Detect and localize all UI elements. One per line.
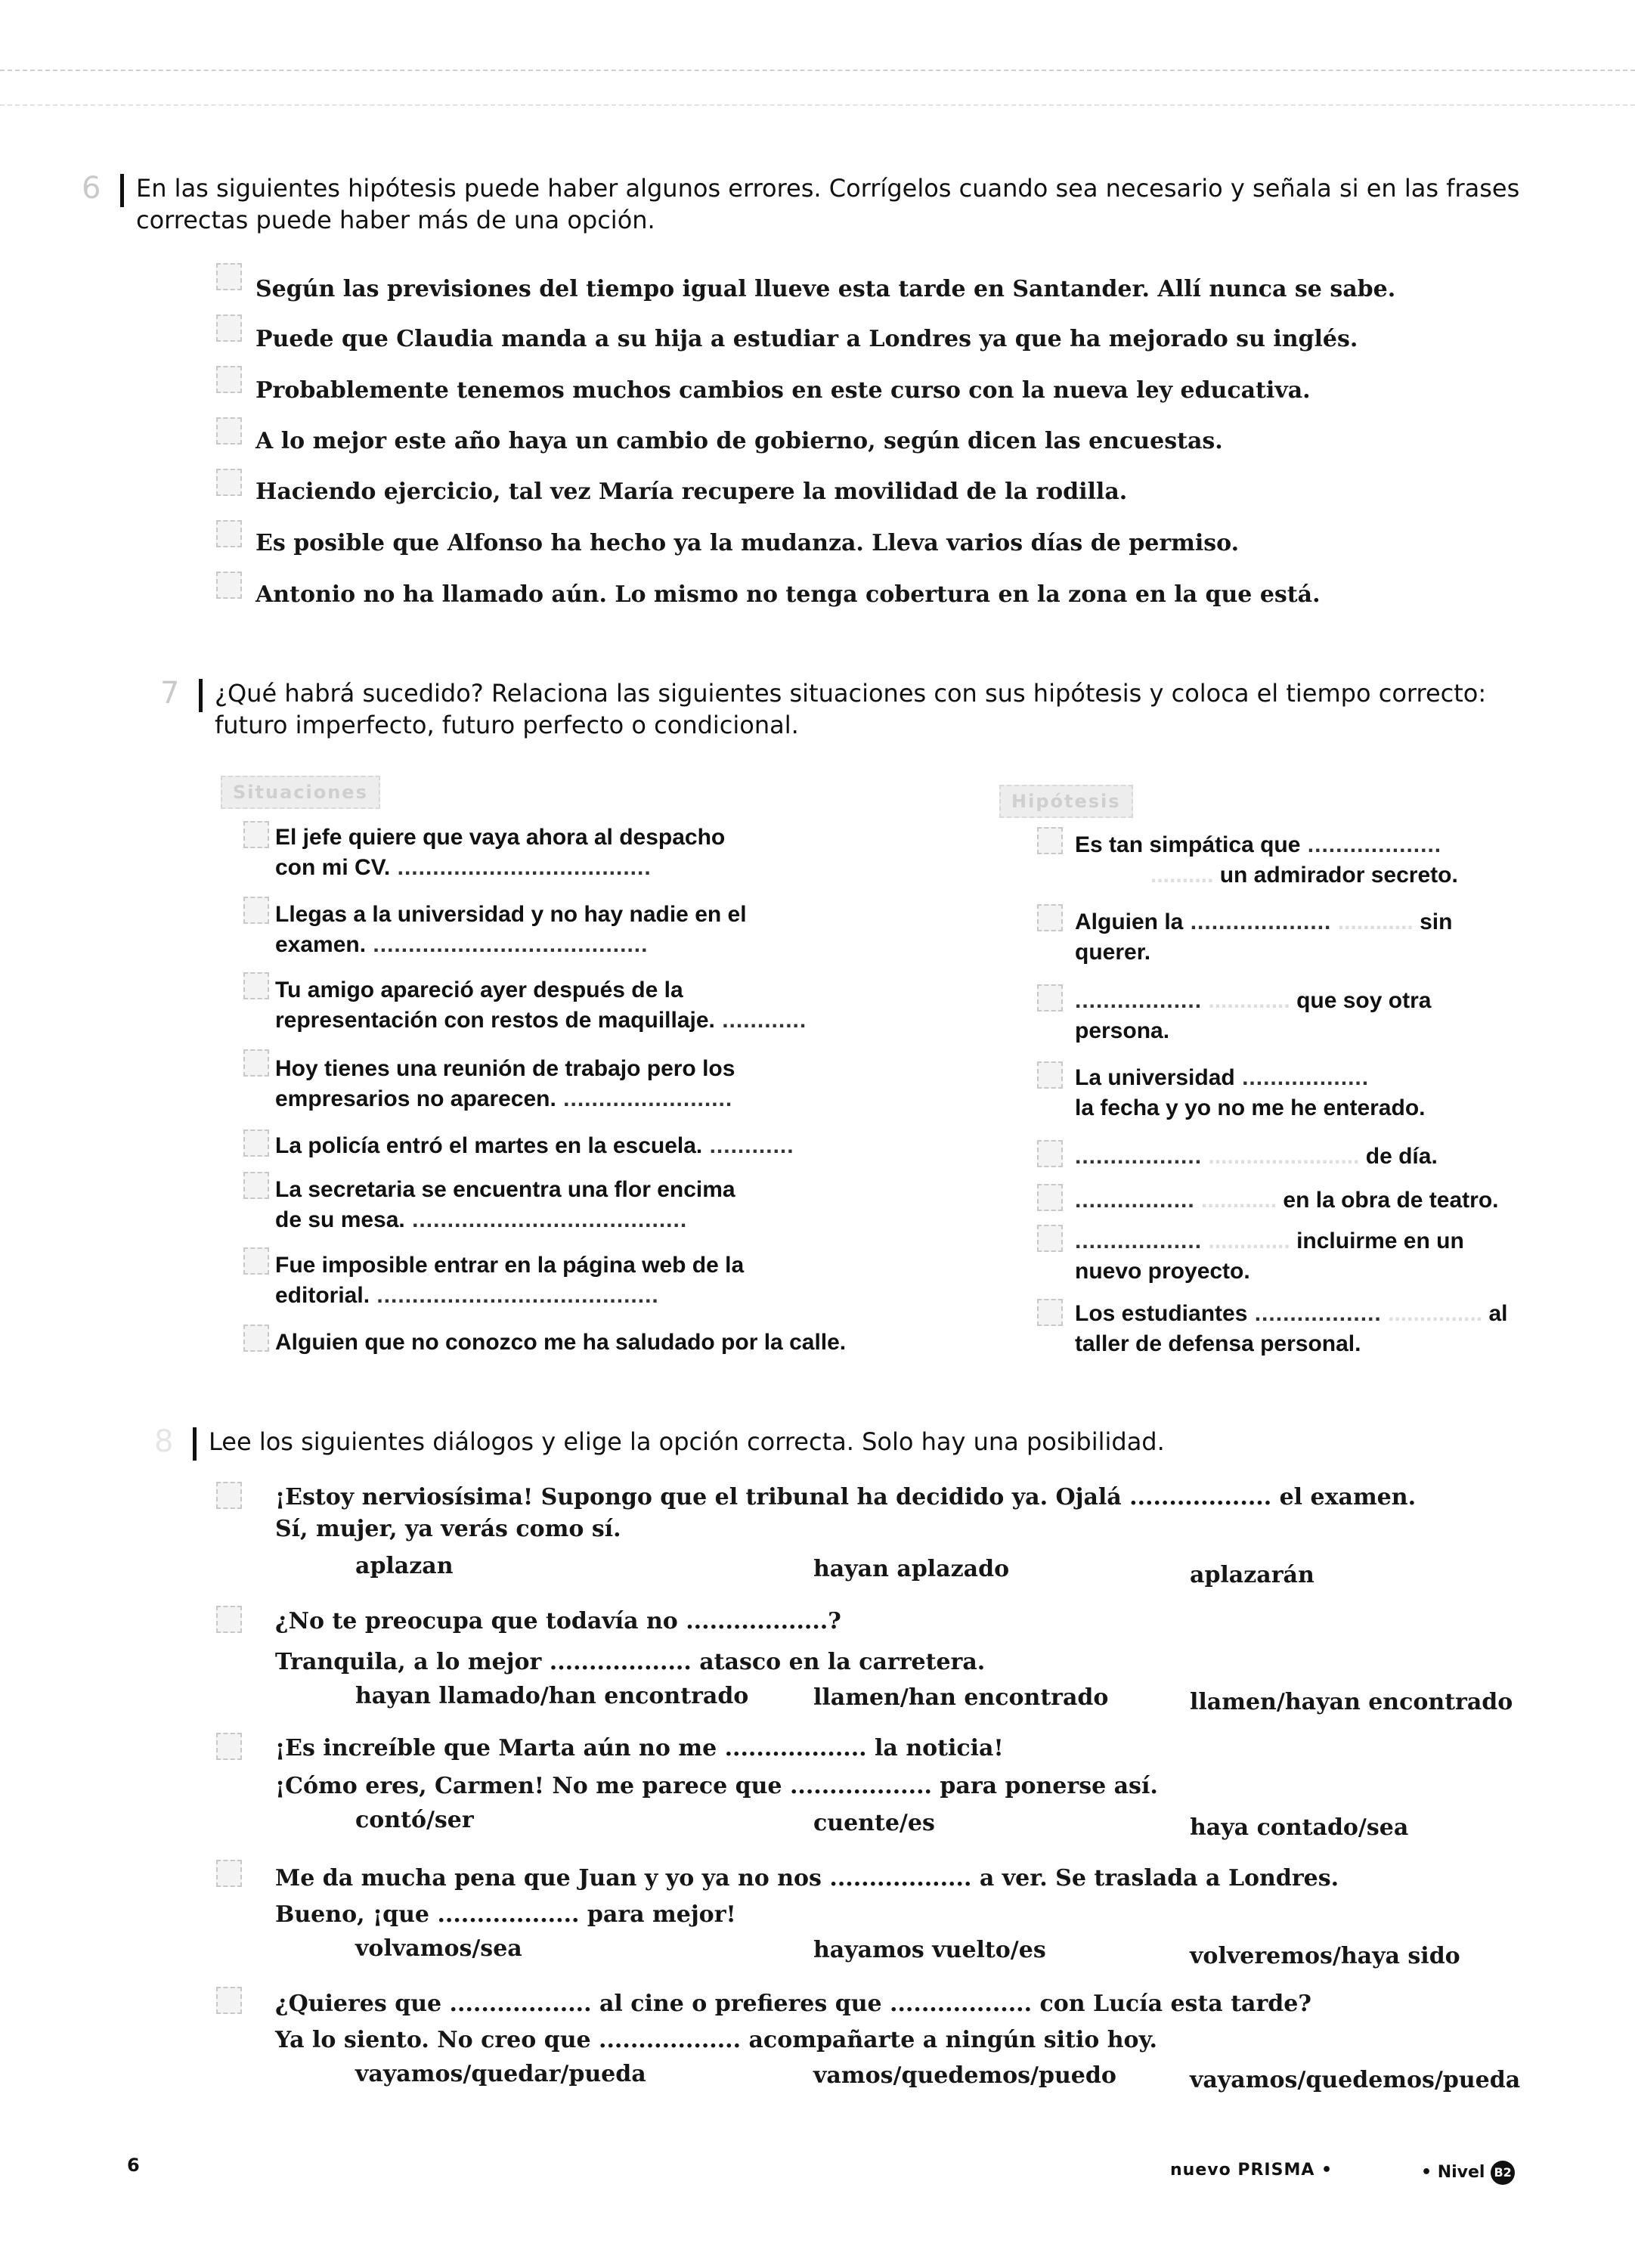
answer-checkbox[interactable]: [216, 520, 242, 547]
hypothesis-letter-box: [1037, 1184, 1063, 1211]
situation-number-box: [243, 897, 269, 924]
option-a[interactable]: vayamos/quedar/pueda: [355, 2061, 646, 2087]
option-c[interactable]: volveremos/haya sido: [1190, 1943, 1460, 1969]
dialog-2-line-2: Tranquila, a lo mejor .................. atasco en la carretera.: [275, 1649, 986, 1675]
situation-1: El jefe quiere que vaya ahora al despacho con mi CV. ....................................: [275, 825, 726, 880]
hypothesis-letter-box: [1037, 1140, 1063, 1167]
footer-level: • Nivel B2: [1421, 2161, 1515, 2185]
option-c[interactable]: vayamos/quedemos/pueda: [1190, 2067, 1521, 2093]
exercise-number: 6: [60, 172, 129, 212]
situation-5: La policía entró el martes en la escuela. ............: [275, 1133, 794, 1158]
situation-number-box: [243, 821, 269, 848]
exercise-8-heading: [154, 1424, 1539, 1459]
dialog-number-box: [216, 1606, 242, 1633]
page-number: 6: [127, 2155, 140, 2176]
hypothesis-d: La universidad .................. la fecha y yo no me he enterado.: [1075, 1065, 1426, 1120]
dialog-1-line-1: ¡Estoy nerviosísima! Supongo que el tribunal ha decidido ya. Ojalá .................. el examen.: [275, 1484, 1417, 1510]
dialog-5-line-1: ¿Quieres que .................. al cine o prefieres que .................. con Lucía esta tarde?: [275, 1991, 1311, 2017]
option-c[interactable]: llamen/hayan encontrado: [1190, 1689, 1513, 1715]
hypothesis-item-7: Antonio no ha llamado aún. Lo mismo no tenga cobertura en la zona en la que está.: [255, 581, 1321, 608]
exercise-6-instruction: En las siguientes hipótesis puede haber algunos errores. Corrígelos cuando sea necesario y señala si en las frases correctas puede haber más de una opción.: [136, 174, 1520, 234]
answer-checkbox[interactable]: [216, 366, 242, 393]
hypothesis-letter-box: [1037, 904, 1063, 931]
exercise-7-instruction: ¿Qué habrá sucedido? Relaciona las siguientes situaciones con sus hipótesis y coloca el tiempo correcto: futuro imperfecto, futuro perfecto o condicional.: [215, 679, 1487, 739]
option-c[interactable]: haya contado/sea: [1190, 1814, 1409, 1841]
exercise-6-heading: [82, 171, 1557, 236]
hypothesis-item-1: Según las previsiones del tiempo igual llueve esta tarde en Santander. Allí nunca se sabe.: [255, 276, 1396, 302]
option-a[interactable]: hayan llamado/han encontrado: [355, 1683, 749, 1709]
dialog-number-box: [216, 1482, 242, 1509]
dialog-4-line-2: Bueno, ¡que .................. para mejor!: [275, 1901, 736, 1928]
answer-checkbox[interactable]: [216, 314, 242, 342]
situation-number-box: [243, 972, 269, 999]
exercise-number: 7: [139, 677, 207, 717]
hypothesis-c: .................. ............. que soy otra persona.: [1075, 988, 1432, 1043]
hypothesis-h: Los estudiantes .................. ............... al taller de defensa personal.: [1075, 1301, 1508, 1356]
answer-checkbox[interactable]: [216, 572, 242, 599]
footer-brand: nuevo PRISMA •: [1170, 2161, 1333, 2180]
option-b[interactable]: vamos/quedemos/puedo: [813, 2062, 1116, 2089]
dialog-3-line-2: ¡Cómo eres, Carmen! No me parece que .................. para ponerse así.: [275, 1773, 1158, 1799]
hypotheses-header: Hipótesis: [999, 785, 1133, 818]
option-c[interactable]: aplazarán: [1190, 1562, 1315, 1588]
situation-number-box: [243, 1325, 269, 1352]
hypothesis-letter-box: [1037, 984, 1063, 1012]
option-a[interactable]: aplazan: [355, 1553, 454, 1579]
dialog-number-box: [216, 1733, 242, 1760]
dialog-number-box: [216, 1860, 242, 1887]
exercise-8-instruction: Lee los siguientes diálogos y elige la opción correcta. Solo hay una posibilidad.: [209, 1427, 1165, 1456]
hypothesis-letter-box: [1037, 827, 1063, 854]
hypothesis-letter-box: [1037, 1225, 1063, 1252]
situation-number-box: [243, 1247, 269, 1275]
option-a[interactable]: contó/ser: [355, 1807, 474, 1833]
situation-8: Alguien que no conozco me ha saludado por la calle.: [275, 1330, 847, 1355]
option-a[interactable]: volvamos/sea: [355, 1935, 522, 1962]
option-b[interactable]: hayan aplazado: [813, 1556, 1010, 1582]
hypothesis-g: .................. ............. incluirme en un nuevo proyecto.: [1075, 1228, 1464, 1284]
hypothesis-a: Es tan simpática que ................... .......... un admirador secreto.: [1075, 832, 1458, 888]
situation-4: Hoy tienes una reunión de trabajo pero los empresarios no aparecen. ........................: [275, 1056, 735, 1111]
exercise-7-heading: [160, 676, 1545, 741]
situations-header: Situaciones: [221, 776, 380, 809]
hypothesis-letter-box: [1037, 1061, 1063, 1089]
dialog-1-line-2: Sí, mujer, ya verás como sí.: [275, 1516, 621, 1542]
option-b[interactable]: cuente/es: [813, 1810, 935, 1836]
situation-number-box: [243, 1172, 269, 1199]
exercise-number: 8: [133, 1426, 201, 1465]
situation-6: La secretaria se encuentra una flor encima de su mesa. .......................................: [275, 1177, 735, 1232]
situation-number-box: [243, 1129, 269, 1157]
hypothesis-letter-box: [1037, 1299, 1063, 1326]
hypothesis-item-4: A lo mejor este año haya un cambio de gobierno, según dicen las encuestas.: [255, 428, 1223, 454]
dialog-number-box: [216, 1987, 242, 2014]
dialog-2-line-1: ¿No te preocupa que todavía no ..................?: [275, 1608, 841, 1634]
hypothesis-e: .................. ........................ de día.: [1075, 1144, 1438, 1169]
situation-3: Tu amigo apareció ayer después de la representación con restos de maquillaje. ............: [275, 978, 807, 1033]
option-b[interactable]: llamen/han encontrado: [813, 1684, 1109, 1711]
option-b[interactable]: hayamos vuelto/es: [813, 1937, 1046, 1963]
hypothesis-b: Alguien la .................... ............ sin querer.: [1075, 909, 1453, 965]
hypothesis-item-5: Haciendo ejercicio, tal vez María recupere la movilidad de la rodilla.: [255, 479, 1128, 505]
answer-checkbox[interactable]: [216, 469, 242, 496]
hypothesis-f: ................. ............ en la obra de teatro.: [1075, 1188, 1499, 1213]
top-rule: [0, 70, 1635, 71]
dialog-3-line-1: ¡Es increíble que Marta aún no me .................. la noticia!: [275, 1735, 1004, 1761]
level-badge: B2: [1491, 2161, 1515, 2185]
situation-2: Llegas a la universidad y no hay nadie en el examen. .......................................: [275, 902, 747, 957]
dialog-4-line-1: Me da mucha pena que Juan y yo ya no nos .................. a ver. Se traslada a Londres.: [275, 1865, 1339, 1892]
answer-checkbox[interactable]: [216, 417, 242, 445]
dialog-5-line-2: Ya lo siento. No creo que .................. acompañarte a ningún sitio hoy.: [275, 2027, 1157, 2053]
situation-number-box: [243, 1049, 269, 1077]
hypothesis-item-3: Probablemente tenemos muchos cambios en este curso con la nueva ley educativa.: [255, 377, 1311, 404]
hypothesis-item-2: Puede que Claudia manda a su hija a estudiar a Londres ya que ha mejorado su inglés.: [255, 326, 1358, 352]
top-rule-2: [0, 104, 1635, 106]
hypothesis-item-6: Es posible que Alfonso ha hecho ya la mudanza. Lleva varios días de permiso.: [255, 530, 1240, 556]
answer-checkbox[interactable]: [216, 263, 242, 290]
situation-7: Fue imposible entrar en la página web de la editorial. ........................................: [275, 1253, 745, 1308]
